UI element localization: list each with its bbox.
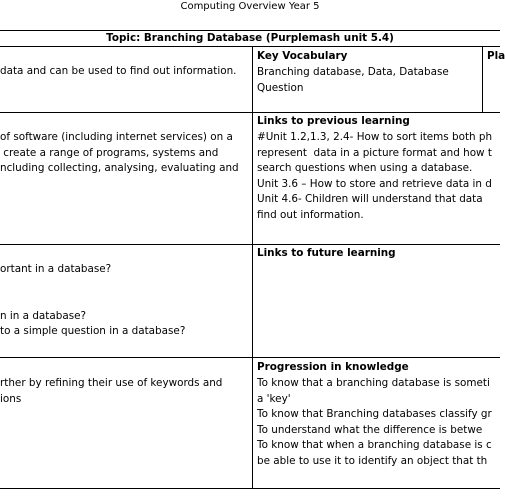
left-cell-row4: rther by refining their use of keywords and ions — [0, 377, 223, 405]
key-vocabulary-text: Branching database, Data, Database Question — [257, 66, 449, 94]
column-divider — [252, 46, 253, 488]
table-border-bottom — [0, 488, 500, 489]
left-cell-row3: ortant in a database? n in a database? to a simple question in a database? — [0, 263, 186, 338]
table-divider — [0, 46, 500, 47]
document-title: Computing Overview Year 5 — [180, 1, 320, 12]
left-cell-row2: of software (including internet services) on a create a range of programs, systems and ncluding collecting, analysing, evaluating and — [0, 131, 239, 175]
left-cell-row1: data and can be used to find out information. — [0, 65, 237, 77]
table-divider — [0, 112, 500, 113]
table-divider — [0, 244, 500, 245]
column-divider — [482, 46, 483, 112]
progression-heading: Progression in knowledge — [257, 361, 409, 373]
previous-learning-heading: Links to previous learning — [257, 115, 410, 127]
key-vocabulary-heading: Key Vocabulary — [257, 50, 348, 62]
progression-text: To know that a branching database is someti a 'key' To know that Branching databases classify gr To understand what the difference is betwe To know that when a branching database is c be able to use it to identify an object that th — [257, 377, 492, 467]
previous-learning-text: #Unit 1.2,1.3, 2.4- How to sort items both ph represent data in a picture format and how t search questions when using a database. Unit 3.6 – How to store and retrieve data in d Unit 4.6- Children will understand that data find out information. — [257, 131, 493, 221]
future-learning-heading: Links to future learning — [257, 247, 396, 259]
plan-heading: Pla — [487, 50, 505, 62]
table-divider — [0, 357, 500, 358]
topic-heading: Topic: Branching Database (Purplemash unit 5.4) — [106, 32, 394, 44]
